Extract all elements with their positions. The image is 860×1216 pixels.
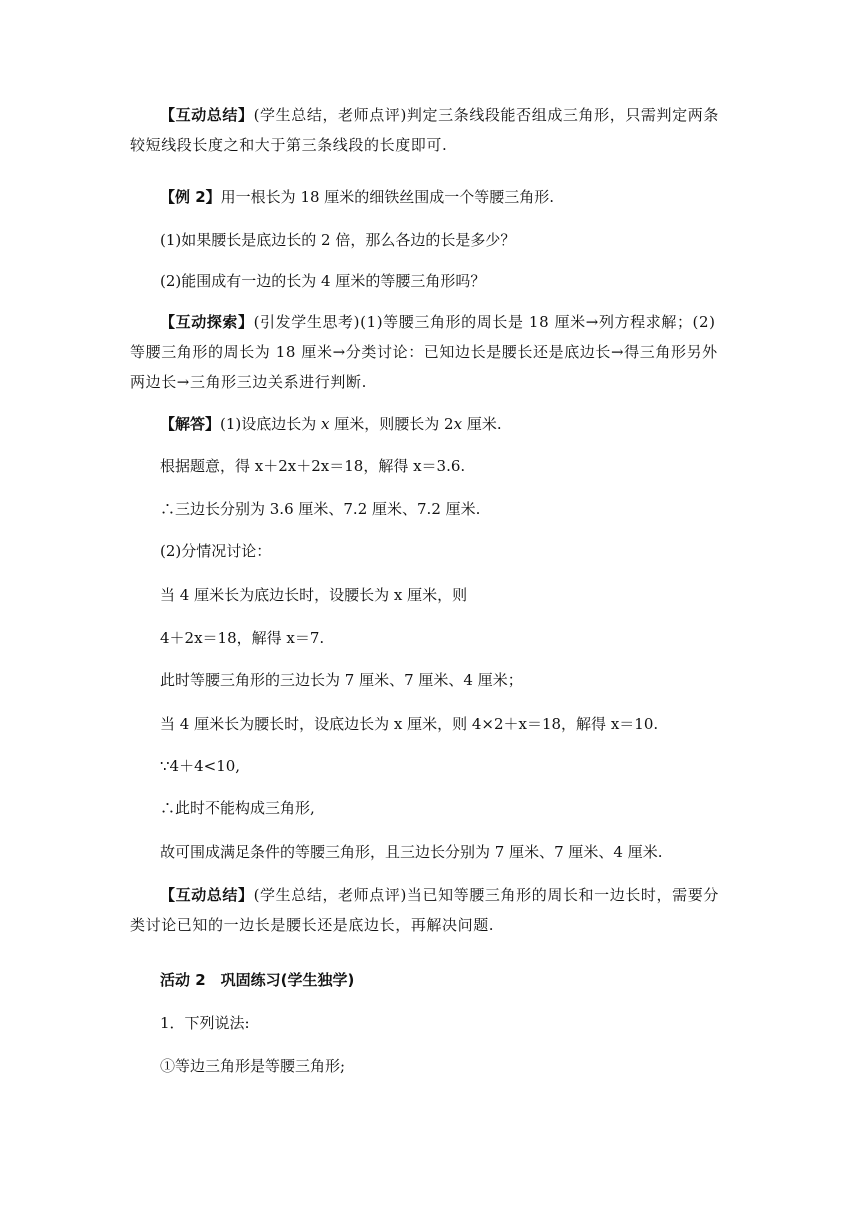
example-2-statement — [160, 182, 760, 212]
answer-line-11: 故可围成满足条件的等腰三角形，且三边长分别为 7 厘米、7 厘米、4 厘米. — [160, 843, 663, 861]
variable-x: x — [321, 415, 330, 433]
answer-line-5: 当 4 厘米长为底边长时，设腰长为 x 厘米，则 — [160, 586, 468, 604]
summary-text: (学生总结，老师点评)当已知等腰三角形的周长和一边长时，需要分类讨论已知的一边长是腰长还是底边长，再解决问题. — [130, 886, 719, 934]
answer-line-10: ∴此时不能构成三角形, — [160, 799, 315, 817]
example-tag: 【例 2】 — [160, 188, 221, 206]
exercise-item-1-statement-1: ①等边三角形是等腰三角形; — [160, 1057, 346, 1075]
activity-2-heading: 活动 2 巩固练习(学生独学) — [160, 971, 355, 989]
explore-tag: 【互动探索】 — [160, 313, 254, 331]
answer-text: 厘米，则腰长为 2 — [329, 415, 454, 433]
summary-paragraph-2 — [130, 880, 730, 940]
exercise-item-1: 1．下列说法: — [160, 1014, 250, 1032]
answer-line-6: 4＋2x＝18，解得 x＝7. — [160, 629, 325, 647]
answer-line-4: (2)分情况讨论： — [160, 542, 272, 560]
answer-tag: 【解答】 — [160, 415, 221, 433]
example-2-question-2: (2)能围成有一边的长为 4 厘米的等腰三角形吗？ — [160, 272, 486, 290]
summary-tag: 【互动总结】 — [160, 106, 254, 124]
answer-line-1 — [160, 409, 760, 439]
summary-tag: 【互动总结】 — [160, 886, 254, 904]
explore-paragraph — [130, 307, 730, 397]
answer-text: (1)设底边长为 — [220, 415, 322, 433]
answer-line-3: ∴三边长分别为 3.6 厘米、7.2 厘米、7.2 厘米. — [160, 500, 481, 518]
summary-paragraph-1 — [130, 100, 730, 160]
answer-line-2: 根据题意，得 x＋2x＋2x＝18，解得 x＝3.6. — [160, 457, 466, 475]
answer-line-7: 此时等腰三角形的三边长为 7 厘米、7 厘米、4 厘米； — [160, 671, 523, 689]
summary-text: (学生总结，老师点评)判定三条线段能否组成三角形，只需判定两条较短线段长度之和大于第三条线段的长度即可. — [130, 106, 719, 154]
answer-text: 厘米. — [462, 415, 502, 433]
answer-line-8: 当 4 厘米长为腰长时，设底边长为 x 厘米，则 4×2＋x＝18，解得 x＝10. — [160, 715, 659, 733]
example-2-question-1: (1)如果腰长是底边长的 2 倍，那么各边的长是多少？ — [160, 231, 516, 249]
variable-x: x — [453, 415, 463, 433]
explore-text: (引发学生思考)(1)等腰三角形的周长是 18 厘米→列方程求解；(2)等腰三角形的周长为 18 厘米→分类讨论：已知边长是腰长还是底边长→得三角形另外两边长→三角形三边关系进行判断. — [130, 313, 718, 391]
example-text: 用一根长为 18 厘米的细铁丝围成一个等腰三角形. — [220, 188, 555, 206]
answer-line-9: ∵4＋4<10, — [160, 757, 241, 775]
